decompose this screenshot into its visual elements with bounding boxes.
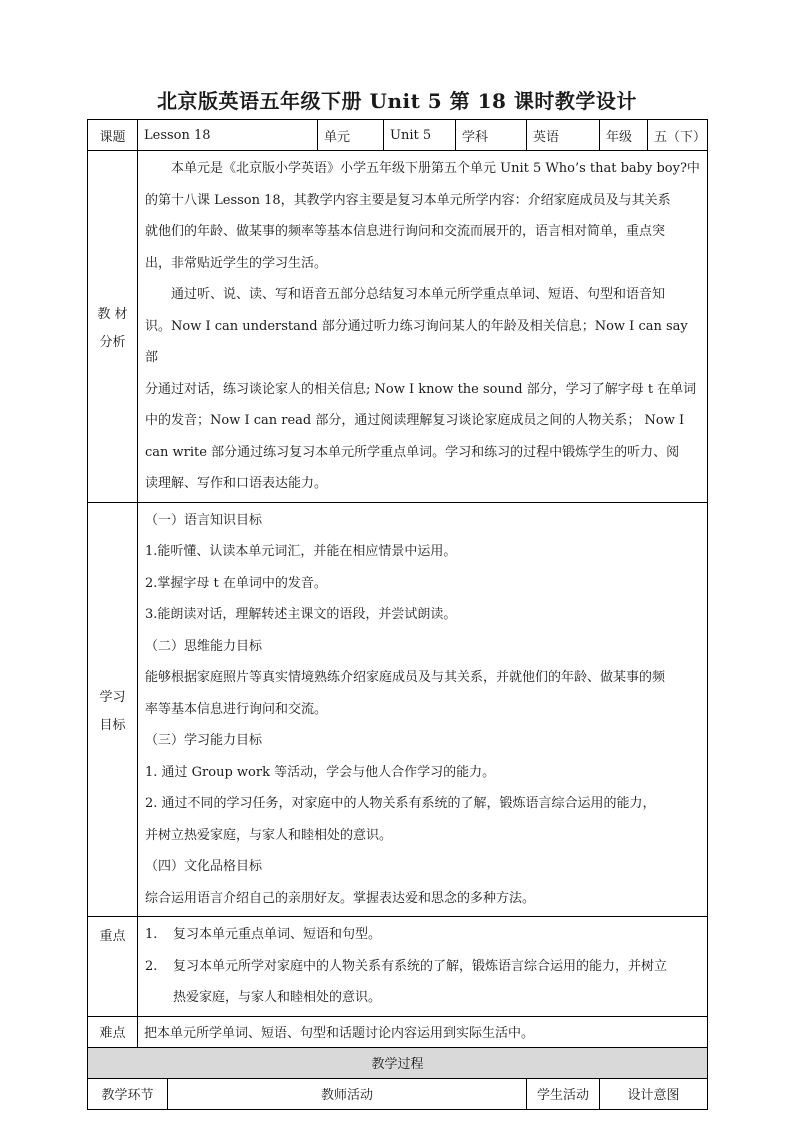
col-design: 设计意图 (600, 1078, 708, 1109)
process-heading-row (88, 1047, 708, 1078)
key-point-text: 复习本单元重点单词、短语和句型。 (173, 927, 382, 942)
goals-subheading: （三）学习能力目标 (145, 733, 263, 748)
analysis-para1-line: 就他们的年龄、做某事的频率等基本信息进行询问和交流而展开的，语言相对简单，重点突 (145, 224, 666, 239)
goals-subheading: （四）文化品格目标 (145, 859, 263, 874)
goals-line: 2. 通过不同的学习任务，对家庭中的人物关系有系统的了解，锻炼语言综合运用的能力， (145, 796, 656, 811)
col-teacher: 教师活动 (168, 1078, 527, 1109)
goals-line: 2.掌握字母 t 在单词中的发音。 (145, 575, 327, 591)
header-row (88, 120, 708, 151)
goals-line: 综合运用语言介绍自己的亲朋好友。掌握表达爱和思念的多种方法。 (145, 890, 536, 906)
col-stage: 教学环节 (88, 1078, 168, 1109)
analysis-para1-line: 本单元是《北京版小学英语》小学五年级下册第五个单元 Unit 5 Who’s that baby boy?中 (171, 161, 700, 176)
analysis-label-line2: 分析 (99, 334, 126, 350)
key-point-text: 复习本单元所学对家庭中的人物关系有系统的了解，锻炼语言综合运用的能力，并树立 (173, 958, 668, 974)
goals-subheading: （一）语言知识目标 (145, 512, 263, 528)
unit-label: 单元 (318, 120, 384, 151)
goals-label-line2: 目标 (99, 717, 126, 733)
grade-label: 年级 (600, 120, 648, 151)
analysis-content (138, 151, 708, 503)
analysis-para2-line: 读理解、写作和口语表达能力。 (145, 476, 328, 491)
subject-label: 学科 (456, 120, 527, 151)
process-heading: 教学过程 (88, 1047, 708, 1078)
key-points-row (88, 917, 708, 1017)
goals-line: 1. 通过 Group work 等活动，学会与他人合作学习的能力。 (145, 764, 496, 780)
analysis-para2-line: can write 部分通过练习复习本单元所学重点单词。学习和练习的过程中锻炼学生的听力、阅 (145, 444, 680, 460)
analysis-para1-line: 出，非常贴近学生的学习生活。 (145, 255, 328, 271)
key-point-item (145, 951, 700, 983)
difficulty-content: 把本单元所学单词、短语、句型和话题讨论内容运用到实际生活中。 (138, 1016, 708, 1047)
key-points-label: 重点 (88, 917, 138, 1017)
process-columns-row (88, 1078, 708, 1109)
lesson-plan-table (87, 119, 708, 1110)
goals-line: 率等基本信息进行询问和交流。 (145, 701, 328, 717)
key-point-number: 2. (145, 958, 158, 974)
analysis-para2-line: 分通过对话，练习谈论家人的相关信息; Now I know the sound 部分，学习了解字母 t 在单词 (145, 381, 697, 397)
topic-label: 课题 (88, 120, 138, 151)
goals-line: 1.能听懂、认读本单元词汇，并能在相应情景中运用。 (145, 544, 457, 559)
goals-label (88, 502, 138, 917)
grade-value: 五（下） (648, 120, 708, 151)
analysis-label-line1: 教 材 (97, 306, 128, 322)
key-point-item (145, 919, 700, 951)
analysis-para2-line: 通过听、说、读、写和语音五部分总结复习本单元所学重点单词、短语、句型和语音知 (171, 287, 666, 302)
analysis-row (88, 151, 708, 503)
analysis-para2-line: 识。Now I can understand 部分通过听力练习询问某人的年龄及相关信息；Now I can say 部 (145, 318, 688, 365)
subject-value: 英语 (527, 120, 600, 151)
difficulty-row (88, 1016, 708, 1047)
key-points-content (138, 917, 708, 1017)
goals-line: 并树立热爱家庭，与家人和睦相处的意识。 (145, 827, 393, 843)
goals-content (138, 502, 708, 917)
analysis-para2-line: 中的发音；Now I can read 部分，通过阅读理解复习谈论家庭成员之间的人物关系； Now I (145, 413, 685, 428)
goals-label-line1: 学习 (99, 689, 126, 705)
key-point-number: 1. (145, 927, 158, 942)
analysis-label (88, 151, 138, 503)
goals-subheading: （二）思维能力目标 (145, 638, 263, 654)
unit-value: Unit 5 (384, 120, 456, 151)
page-title: 北京版英语五年级下册 Unit 5 第 18 课时教学设计 (157, 89, 637, 113)
goals-row (88, 502, 708, 917)
col-student: 学生活动 (527, 1078, 600, 1109)
goals-line: 3.能朗读对话，理解转述主课文的语段，并尝试朗读。 (145, 607, 457, 622)
topic-value: Lesson 18 (138, 120, 318, 151)
goals-line: 能够根据家庭照片等真实情境熟练介绍家庭成员及与其关系，并就他们的年龄、做某事的频 (145, 670, 666, 685)
difficulty-label: 难点 (88, 1016, 138, 1047)
key-point-continuation: 热爱家庭，与家人和睦相处的意识。 (173, 990, 382, 1005)
analysis-para1-line: 的第十八课 Lesson 18，其教学内容主要是复习本单元所学内容：介绍家庭成员及与其关系 (145, 192, 671, 208)
